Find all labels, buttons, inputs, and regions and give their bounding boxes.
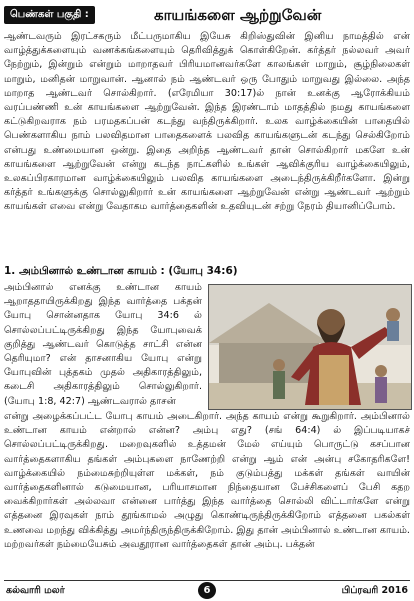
section-paragraph-left: அம்பினால் எனக்கு உண்டான காயம் ஆறாததாயிருக்கிறது இந்த வார்த்தை பக்தன் யோபு சொன்னதாக யோபு 34:6 ல் சொல்லப்பட்டிருக்கிறது இந்த யோபுவைக் குறித்து ஆண்டவர் கொடுத்த சாட்சி என்ன தெரியுமா? என் தாசனாகிய யோபு என்று யோபுவின் புத்தகம் முதல் அதிகாரத்திலும், கடைசி அதிகாரத்திலும் சொல்லுகிறார். (யோபு 1:8, 42:7) ஆண்டவரால் தாசன் <box>4 282 202 407</box>
page-footer <box>0 580 414 601</box>
section-heading: 1. அம்பினால் உண்டான காயம் : (யோபு 34:6) <box>4 265 238 277</box>
section-paragraph-full: என்று அழைக்கப்பட்ட யோபு காயம் அடைகிறார். அந்த காயம் என்று கூறுகிறார். அம்பினால் உண்டான காயம் என்றால் என்ன? அம்பு எது? (சங் 64:4) ல் இப்படியாகச் சொல்லப்பட்டிருக்கிறது. மறைவுகளில் உத்தமன் மேல் எய்யும் பொருட்டு கசப்பான வார்த்தைகளாகிய தங்கள் அம்புகளை நாணேற்றி என்று ஆம் என் அன்பு சகோதரிகளே! வாழ்க்கையில் நம்மைசுற்றியுள்ள மக்கள், நம் குடும்பத்து மக்கள் தங்கள் வாயின் வார்த்தைகளினால் கடுமையான, பரியாசமான நிந்தையான பேச்சிகளைப் பேசி கதற வைக்கிறார்கள் அல்லவா என்னை பார்த்து இந்த வார்த்தை சொல்லி விட்டார்களே என்று எத்தனை இரவுகள் நாம் தூங்காமல் அழுது கொண்டிருந்திருக்கிறோம் எத்தனை பகல்கள் உணவை மறந்து விக்கித்து அமர்ந்திருந்திருக்கிறோம். இது தான் அம்பினால் உண்டான காயம். மற்றவர்கள் நம்மையேசும் அவதூரான வார்த்தைகள் தான் அம்பு. பக்தன் <box>4 411 410 550</box>
section-tag: பெண்கள் பகுதி : <box>4 6 95 24</box>
illustration-job <box>208 284 412 410</box>
footer-divider <box>4 580 410 581</box>
magazine-name: கல்வாரி மலர் <box>6 585 65 596</box>
page-number: 6 <box>198 582 216 599</box>
intro-paragraph: ஆண்டவரும் இரட்சகரும் மீட்பருமாகிய இயேசு கிறிஸ்துவின் இனிய நாமத்தில் என் வாழ்த்துக்களையும் வணக்கங்களையும் தெரிவித்துக் கொள்கிறேன். கர்த்தர் நல்லவர் அவர் நேற்றும், இன்றும் என்றும் மாறாதவர் பிரியமானவர்களே காலங்கள் மாறும், சூழ்நிலைகள் மாறும், மனிதன் மாறுவான். ஆனால் நம் ஆண்டவர் ஒரு போதும் மாறுவது இல்லை. அந்த மாறாத ஆண்டவர் சொல்கிறார். (எரேமியா 30:17)ல் நான் உனக்கு ஆரோக்கியம் வரப்பண்ணி உன் காயங்களை ஆற்றுவேன். இந்த இரண்டாம் மாதத்தில் நமது காயங்களை கட்டுகிறவராக நம் பரமதகப்பன் கடந்து வந்திருக்கிறார். உலக வாழ்க்கையின் பாதையில் பெண்களாகிய நாம் பலவிதமான பாதைகளைக் பலவித காயங்களுடன் கடந்து செல்கிறோம் என்பது உண்மையான ஒன்று. இதை அறிந்த ஆண்டவர் தான் சொல்கிறார் மகளே உன் காயங்களை ஆற்றுவேன் என்று கடந்த நாட்களில் உங்கள் ஆவிக்குரிய வாழ்க்கையிலும், உலகப்பிரகாரமான வாழ்க்கையிலும் பலவித காயங்களை அடைந்திருக்கிறீர்களோ. இன்று கர்த்தர் உங்களுக்கு சொல்லுகிறார் உன் காயங்களை ஆற்றுவேன் என்று ஆண்டவர் ஆற்றும் காயங்கள் எவை என்று வேதாகம வார்த்தைகளின் உதவியுடன் சற்று நேரம் தியானிப்போம். <box>4 31 410 213</box>
page-header <box>4 4 410 28</box>
issue-date: பிப்ரவரி 2016 <box>341 585 408 596</box>
illustration-drawing <box>209 285 411 409</box>
article-title: காயங்களை ஆற்றுவேன் <box>154 6 322 24</box>
